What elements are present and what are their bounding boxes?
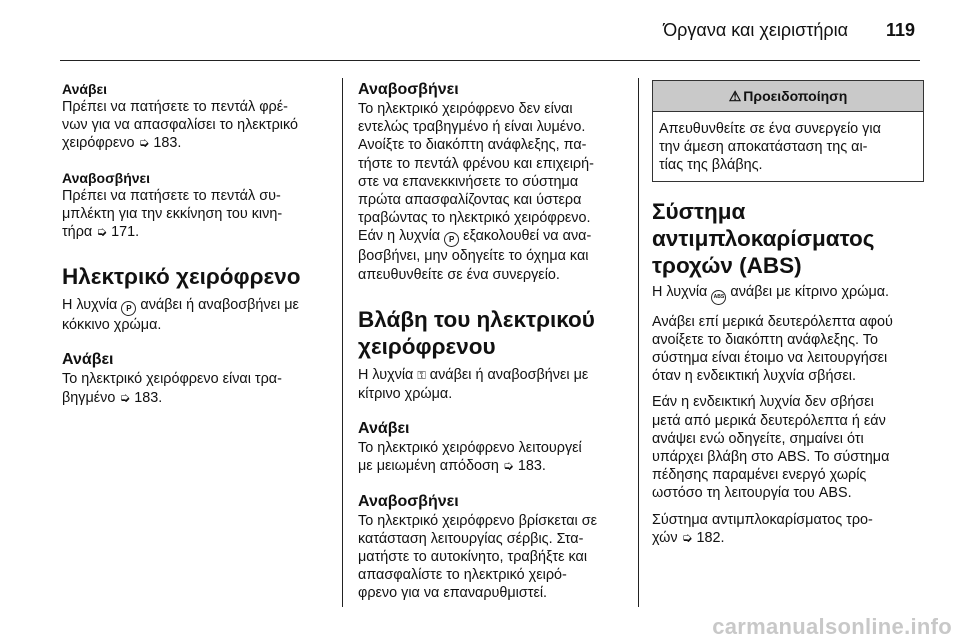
paragraph: Το ηλεκτρικό χειρόφρενο λειτουργεί με μειωμένη απόδοση ➭ 183. <box>358 440 582 475</box>
warning-header <box>653 81 923 112</box>
section-heading-parking-brake-fault: Βλάβη του ηλεκτρικού χειρόφρενου <box>358 306 595 359</box>
column-2 <box>358 80 628 603</box>
paragraph: Η λυχνία P ανάβει ή αναβοσβήνει με κόκκινο χρώμα. <box>62 297 299 334</box>
warning-box <box>652 80 924 182</box>
warning-body <box>653 112 923 181</box>
subheading-lights-up: Ανάβει <box>62 81 108 97</box>
page-reference[interactable]: 183. <box>153 135 182 152</box>
column-1 <box>62 80 328 407</box>
subheading-lights-up: Ανάβει <box>358 420 410 438</box>
paragraph: Το ηλεκτρικό χειρόφρενο δεν είναι εντελώς τραβηγμένο ή είναι λυμένο. Ανοίξτε το διακόπτη ανάφλεξης, πα- τήστε το πεντάλ φρένου και επιχειρή- στε να επανεκκινήσετε το σύστημα πρώτα απασφαλίζοντας και ύστερα τραβώντας το ηλεκτρικό χειρόφρενο. Εάν η λυχνία P εξακολουθεί να ανα- βοσβήνει, μην οδηγείτε το όχημα και απευθυνθείτε σε ένα συνεργείο. <box>358 101 594 283</box>
page-title: Όργανα και χειριστήρια <box>663 20 848 40</box>
paragraph: Το ηλεκτρικό χειρόφρενο βρίσκεται σε κατάσταση λειτουργίας σέρβις. Στα- ματήστε το αυτοκίνητο, τραβήξτε και απασφαλίστε το ηλεκτρικό χειρό- φρενο για να επαναρυθμιστεί. <box>358 512 598 602</box>
paragraph: Η λυχνία ⚿ ανάβει ή αναβοσβήνει με κίτρινο χρώμα. <box>358 366 589 403</box>
paragraph: Σύστημα αντιμπλοκαρίσματος τρο- χών ➭ 182. <box>652 511 873 546</box>
arrow-right-icon: ➭ <box>138 135 150 151</box>
brake-warning-icon: P <box>121 301 136 316</box>
page-reference[interactable]: 171. <box>111 224 140 241</box>
warning-title: Προειδοποίηση <box>743 88 848 104</box>
arrow-right-icon: ➭ <box>502 458 514 474</box>
brake-warning-icon: P <box>444 232 459 247</box>
page-reference[interactable]: 183. <box>517 458 546 475</box>
page-header <box>0 0 960 62</box>
column-3 <box>652 80 924 547</box>
arrow-right-icon: ➭ <box>681 529 693 545</box>
subheading-flashing: Αναβοσβήνει <box>62 169 151 186</box>
arrow-right-icon: ➭ <box>96 224 108 240</box>
header-rule <box>60 60 920 61</box>
paragraph: Πρέπει να πατήσετε το πεντάλ φρέ- νων για να απασφαλίσει το ηλεκτρικό χειρόφρενο ➭ 183. <box>62 99 299 152</box>
subheading-flashing: Αναβοσβήνει <box>358 81 459 98</box>
section-heading-abs: Σύστημα αντιμπλοκαρίσματος τροχών (ABS) <box>652 198 875 278</box>
warning-icon: ⚠ <box>728 88 742 104</box>
paragraph: Πρέπει να πατήσετε το πεντάλ συ- μπλέκτη για την εκκίνηση του κινη- τήρα ➭ 171. <box>62 187 283 241</box>
subheading-flashing: Αναβοσβήνει <box>358 492 459 510</box>
paragraph: Εάν η ενδεικτική λυχνία δεν σβήσει μετά από μερικά δευτερόλεπτα ή εάν ανάψει ενώ οδηγείτε, σημαίνει ότι υπάρχει βλάβη στο ABS. Το σύστημα πέδησης παραμένει ενεργό χωρίς ωστόσο τη λειτουργία του ABS. <box>652 394 890 502</box>
section-heading-electric-parking-brake: Ηλεκτρικό χειρόφρενο <box>62 264 301 290</box>
column-divider <box>638 78 639 607</box>
paragraph: Ανάβει επί μερικά δευτερόλεπτα αφού ανοίξετε το διακόπτη ανάφλεξης. Το σύστημα είναι έτοιμο να λειτουργήσει όταν η ενδεικτική λυχνία σβήσει. <box>652 313 893 385</box>
page-reference[interactable]: 182. <box>696 529 725 546</box>
paragraph: Το ηλεκτρικό χειρόφρενο είναι τρα- βηγμένο ➭ 183. <box>62 371 282 406</box>
subheading-lights-up: Ανάβει <box>62 351 114 369</box>
page-reference[interactable]: 183. <box>134 389 163 406</box>
column-divider <box>342 78 343 607</box>
page-number: 119 <box>885 20 915 40</box>
arrow-right-icon: ➭ <box>119 389 131 405</box>
paragraph: Η λυχνία ABS ανάβει με κίτρινο χρώμα. <box>652 283 924 305</box>
abs-warning-icon: ABS <box>711 290 726 305</box>
watermark: carmanualsonline.info <box>712 614 952 639</box>
warning-text: Απευθυνθείτε σε ένα συνεργείο για την άμεση αποκατάσταση της αι- τίας της βλάβης. <box>659 121 881 174</box>
electronic-fault-icon: ⚿ <box>417 369 426 382</box>
